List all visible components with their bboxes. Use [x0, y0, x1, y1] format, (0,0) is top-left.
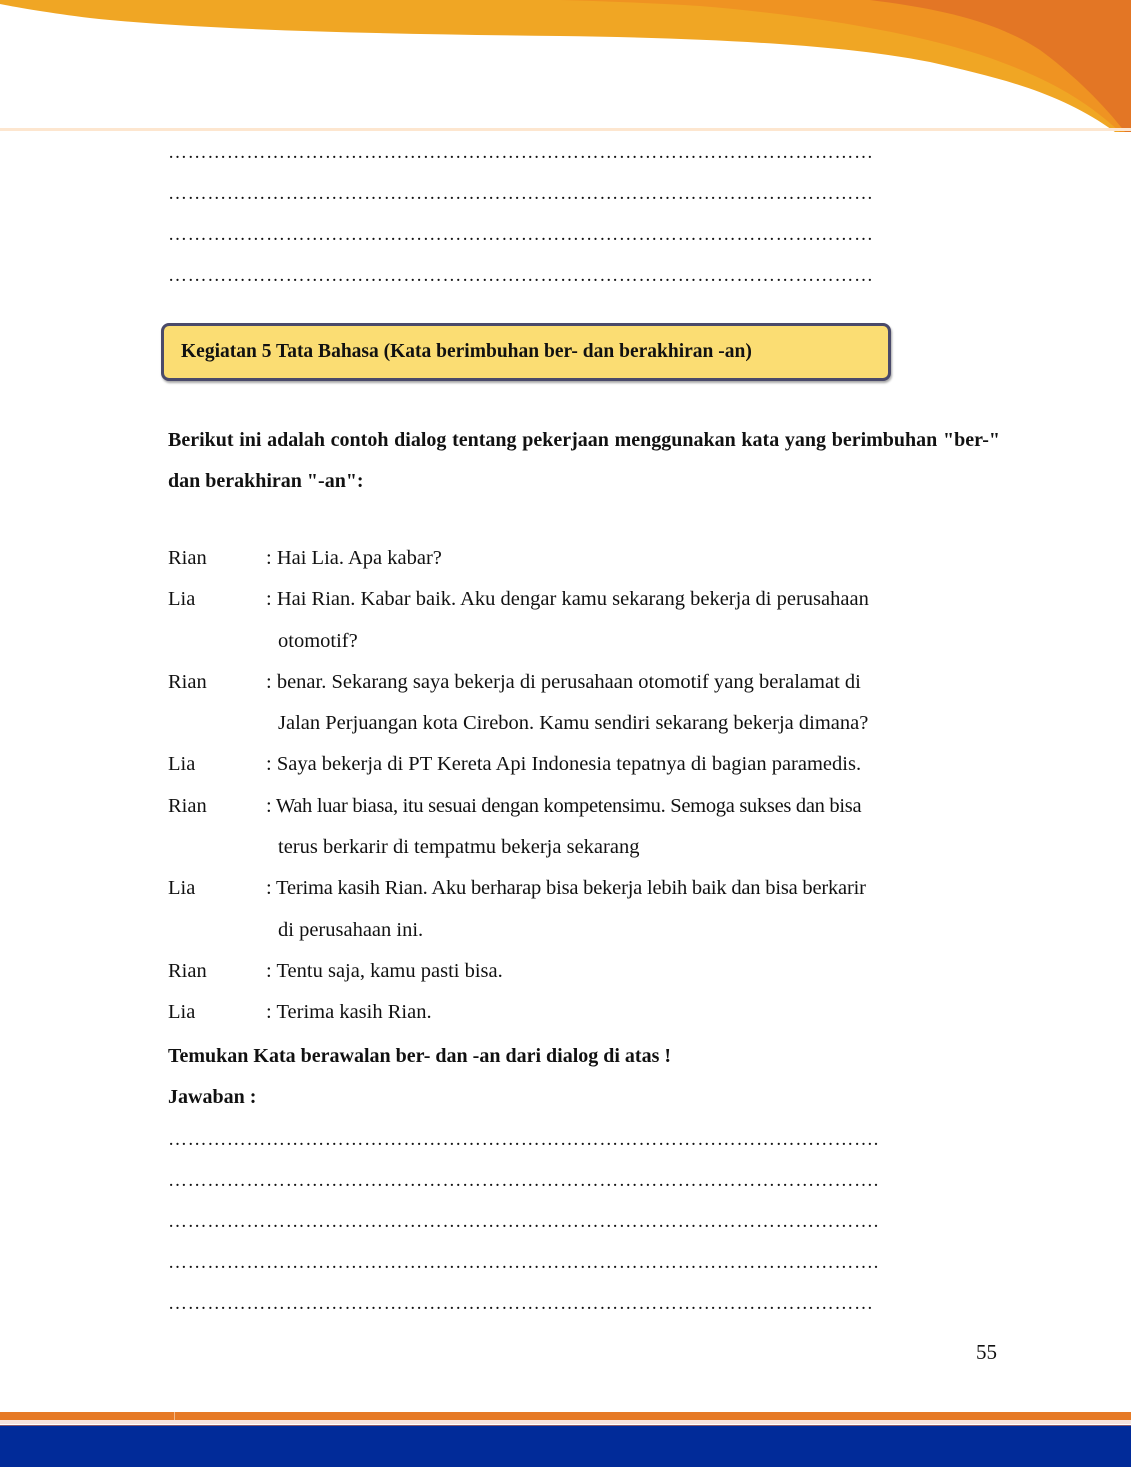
activity-heading-box: [161, 323, 891, 381]
speaker-name: Lia: [168, 1001, 196, 1024]
utterance: [266, 579, 1008, 662]
answer-line[interactable]: ……………………………………………………………………………………………….: [168, 1253, 879, 1273]
utterance: [266, 538, 1008, 579]
utterance-line: : Saya bekerja di PT Kereta Api Indonesia tepatnya di bagian paramedis.: [266, 753, 862, 776]
utterance-continuation: otomotif?: [278, 629, 358, 652]
speaker-name: Rian: [168, 670, 207, 693]
utterance: [266, 786, 1008, 869]
answer-line[interactable]: ………………………………………………………………………………………………: [168, 1294, 874, 1314]
utterance: [266, 744, 1008, 785]
speaker-name: Rian: [168, 794, 207, 817]
dialog: [168, 538, 1008, 1034]
utterance: [266, 868, 1008, 951]
speaker-name: Lia: [168, 753, 196, 776]
dialog-turn: [168, 662, 1008, 745]
speaker-name: Lia: [168, 877, 196, 900]
footer-orange-band: [0, 1412, 1131, 1420]
answer-line[interactable]: ………………………………………………………………………………………………: [168, 266, 874, 286]
speaker-name: Rian: [168, 959, 207, 982]
speaker-name: Rian: [168, 547, 207, 569]
intro-paragraph: Berikut ini adalah contoh dialog tentang pekerjaan menggunakan kata yang berimbuhan "ber-" dan berakhiran "-an":: [168, 429, 1000, 492]
dialog-turn: [168, 579, 1008, 662]
dialog-turn: [168, 538, 1008, 579]
page-number: 55: [976, 1340, 997, 1364]
utterance-line: : Wah luar biasa, itu sesuai dengan kompetensimu. Semoga sukses dan bisa: [266, 794, 862, 817]
dialog-turn: [168, 992, 1008, 1033]
answer-label: Jawaban :: [168, 1086, 257, 1108]
exercise-question: Temukan Kata berawalan ber- dan -an dari dialog di atas !: [168, 1045, 672, 1067]
activity-title: Kegiatan 5 Tata Bahasa (Kata berimbuhan ber- dan berakhiran -an): [181, 341, 752, 362]
utterance-line: : Tentu saja, kamu pasti bisa.: [266, 959, 503, 982]
answer-line[interactable]: ……………………………………………………………………………………………….: [168, 1212, 879, 1232]
utterance: [266, 992, 1008, 1033]
answer-line[interactable]: ………………………………………………………………………………………………: [168, 143, 874, 163]
utterance-continuation: di perusahaan ini.: [278, 918, 424, 941]
utterance-line: : Hai Rian. Kabar baik. Aku dengar kamu sekarang bekerja di perusahaan: [266, 588, 869, 611]
header-wave-decoration: [0, 0, 1131, 132]
dialog-turn: [168, 744, 1008, 785]
footer-blue-band: [0, 1425, 1131, 1467]
header-rule: [0, 128, 1131, 131]
footer-seam: [174, 1412, 175, 1420]
answer-line[interactable]: ……………………………………………………………………………………………….: [168, 1130, 879, 1150]
utterance-continuation: terus berkarir di tempatmu bekerja sekarang: [278, 836, 640, 859]
answer-line[interactable]: ……………………………………………………………………………………………….: [168, 1171, 879, 1191]
footer-light-band: [0, 1420, 1131, 1424]
answer-line[interactable]: ………………………………………………………………………………………………: [168, 225, 874, 245]
dialog-turn: [168, 951, 1008, 992]
utterance-line: : Terima kasih Rian. Aku berharap bisa bekerja lebih baik dan bisa berkarir: [266, 877, 866, 900]
utterance: [266, 951, 1008, 992]
speaker-name: Lia: [168, 588, 196, 611]
utterance-continuation: Jalan Perjuangan kota Cirebon. Kamu sendiri sekarang bekerja dimana?: [278, 712, 869, 735]
dialog-turn: [168, 786, 1008, 869]
utterance: [266, 662, 1008, 745]
utterance-line: : Hai Lia. Apa kabar?: [266, 547, 442, 569]
utterance-line: : Terima kasih Rian.: [266, 1001, 432, 1024]
dialog-turn: [168, 868, 1008, 951]
answer-line[interactable]: ………………………………………………………………………………………………: [168, 184, 874, 204]
utterance-line: : benar. Sekarang saya bekerja di perusahaan otomotif yang beralamat di: [266, 670, 861, 693]
